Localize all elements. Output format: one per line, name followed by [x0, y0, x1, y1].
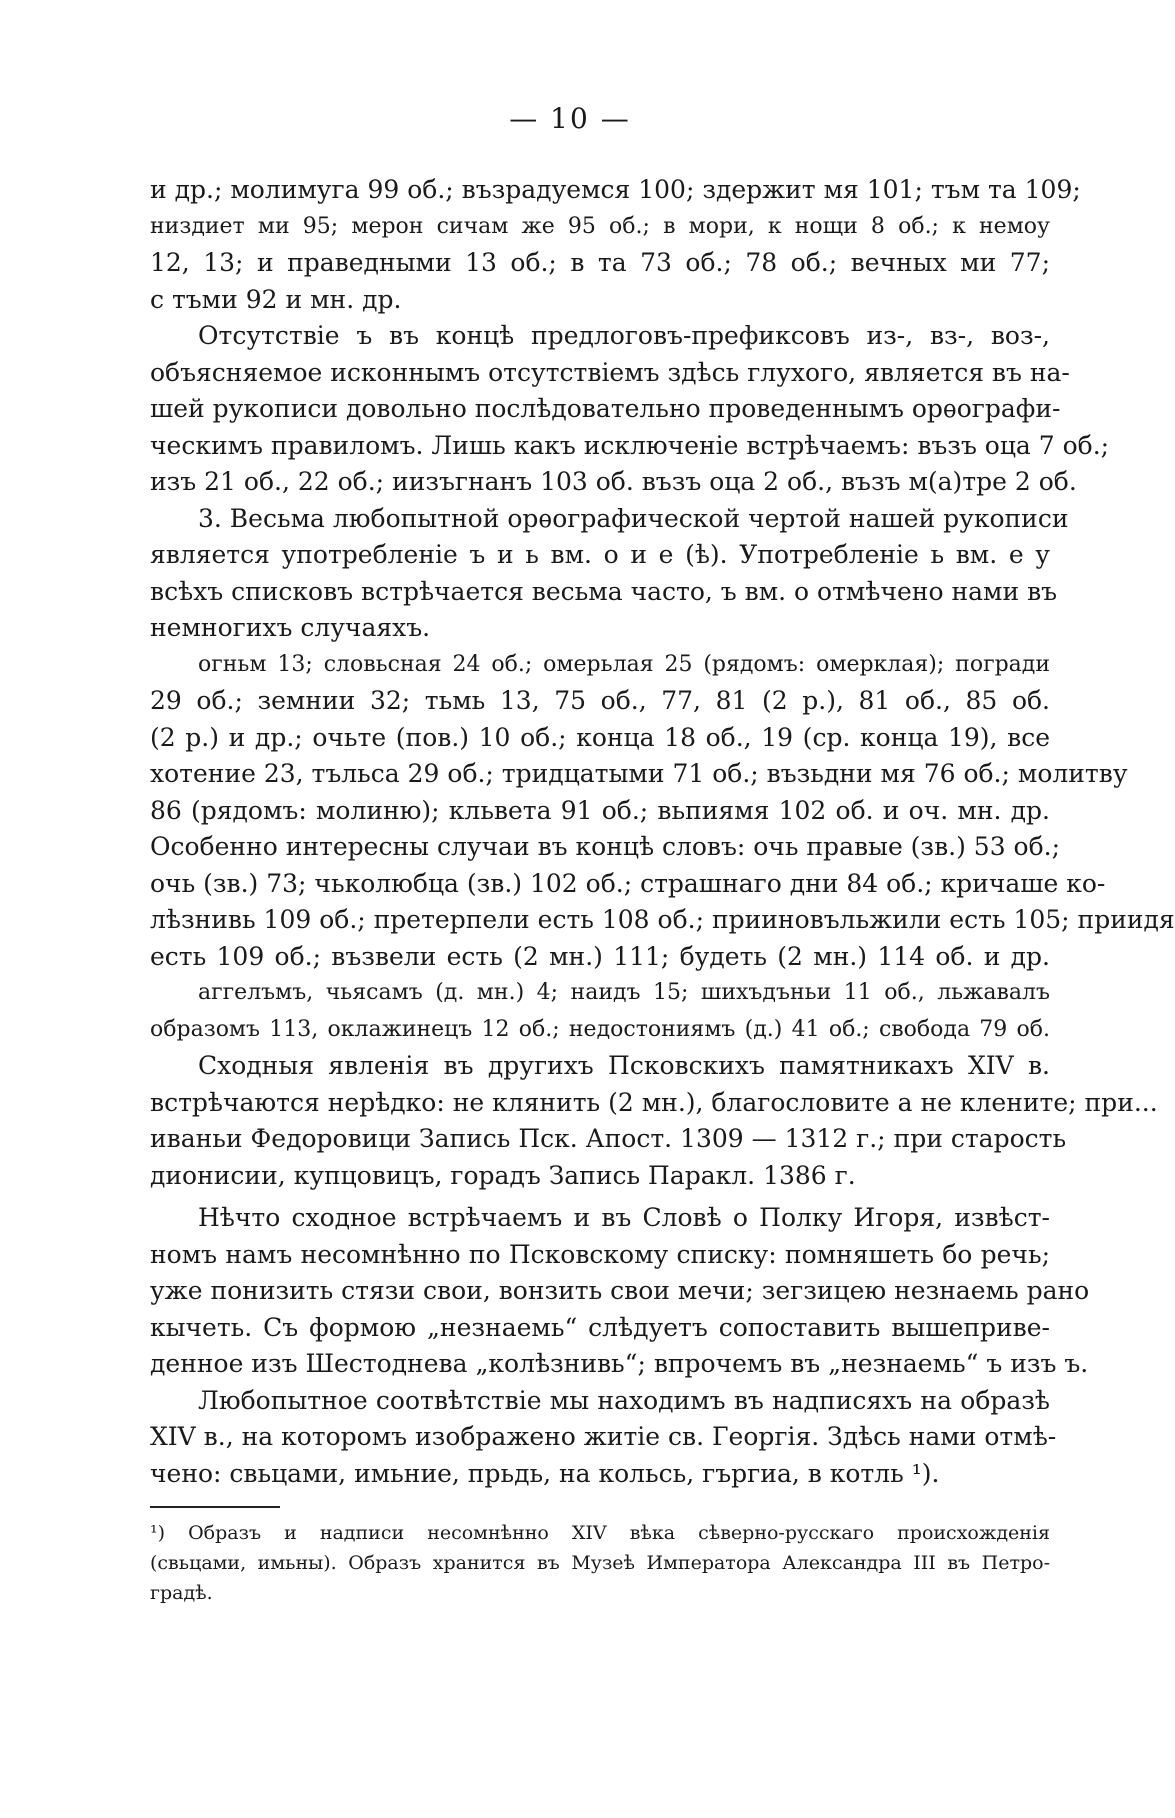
- text-line: огньм 13; словьсная 24 об.; омерьлая 25 (рядомъ: омерклая); погради: [198, 651, 1050, 677]
- text-line: встрѣчаются нерѣдко: не клянить (2 мн.), благословите а не клените; при...: [150, 1087, 1158, 1117]
- text-line: уже понизить стязи свои, вонзить свои мечи; зегзицею незнаемь рано: [150, 1276, 1090, 1305]
- text-line: Нѣчто сходное встрѣчаемъ и въ Словѣ о Полку Игоря, извѣст-: [198, 1203, 1050, 1232]
- text-line: объясняемое исконнымъ отсутствіемъ здѣсь глухого, является въ на-: [150, 357, 1070, 387]
- text-line: чено: свьцами, имьние, прьдь, на кольсь, гъргиа, в котль ¹).: [150, 1458, 940, 1488]
- text-line: денное изъ Шестоднева „колѣзнивь“; впрочемъ въ „незнаемь“ ъ изъ ъ.: [150, 1349, 1089, 1378]
- text-line: Сходныя явленія въ другихъ Псковскихъ памятникахъ XIV в.: [198, 1051, 1050, 1080]
- text-line: аггелъмъ, чьясамъ (д. мн.) 4; наидъ 15; шихъдъньи 11 об., льжавалъ: [198, 980, 1050, 1005]
- text-line: 29 об.; земнии 32; тьмь 13, 75 об., 77, 81 (2 р.), 81 об., 85 об.: [150, 686, 1050, 715]
- text-line: всѣхъ списковъ встрѣчается весьма часто, ъ вм. о отмѣчено нами въ: [150, 576, 1058, 606]
- text-line: Особенно интересны случаи въ концѣ словъ: очь правые (зв.) 53 об.;: [150, 832, 1061, 861]
- text-line: номъ намъ несомнѣнно по Псковскому списку: помняшеть бо речь;: [150, 1239, 1050, 1269]
- text-line: хотение 23, тъльса 29 об.; тридцатыми 71 об.; възьдни мя 76 об.; молитву: [150, 759, 1128, 788]
- page-number: — 10 —: [509, 102, 631, 135]
- text-line: низдиет ми 95; мерон сичам же 95 об.; в мори, к нощи 8 об.; к немоу: [150, 213, 1050, 239]
- text-line: ческимъ правиломъ. Лишь какъ исключеніе встрѣчаемъ: възъ оца 7 об.;: [150, 430, 1110, 460]
- text-line: есть 109 об.; възвели есть (2 мн.) 111; будеть (2 мн.) 114 об. и др.: [150, 941, 1050, 971]
- text-line: XIV в., на которомъ изображено житіе св. Георгія. Здѣсь нами отмѣ-: [150, 1422, 1057, 1451]
- body-lines: [150, 172, 1175, 1492]
- text-line: (2 р.) и др.; очьте (пов.) 10 об.; конца 18 об., 19 (ср. конца 19), все: [150, 722, 1050, 752]
- text-line: Любопытное соотвѣтствіе мы находимъ въ надписяхъ на образѣ: [198, 1385, 1050, 1415]
- text-line: шей рукописи довольно послѣдовательно проведеннымъ орѳографи-: [150, 394, 1061, 423]
- text-line: Отсутствіе ъ въ концѣ предлоговъ-префиксовъ из-, вз-, воз-,: [198, 321, 1050, 350]
- text-line: очь (зв.) 73; чьколюбца (зв.) 102 об.; страшнаго дни 84 об.; кричаше ко-: [150, 868, 1106, 898]
- text-line: дионисии, купцовицъ, горадъ Запись Паракл. 1386 г.: [150, 1160, 856, 1190]
- text-line: кычеть. Съ формою „незнаемь“ слѣдуетъ сопоставить вышеприве-: [150, 1312, 1050, 1342]
- footnote-line: (свьцами, имьны). Образъ хранится въ Музеѣ Императора Александра III въ Петро-: [150, 1552, 1050, 1574]
- body-text: [150, 172, 1175, 1608]
- text-line: немногихъ случаяхъ.: [150, 613, 431, 642]
- text-line: и др.; молимуга 99 об.; възрадуемся 100; здержит мя 101; тъм та 109;: [150, 175, 1081, 204]
- footnote-line: градѣ.: [150, 1582, 213, 1604]
- text-line: иваньи Федоровици Запись Пск. Апост. 1309 — 1312 г.; при старость: [150, 1124, 1067, 1153]
- text-line: является употребленіе ъ и ь вм. о и е (ѣ). Употребленіе ь вм. е у: [150, 540, 1050, 569]
- text-line: изъ 21 об., 22 об.; иизъгнанъ 103 об. възъ оца 2 об., възъ м(а)тре 2 об.: [150, 467, 1077, 496]
- text-line: образомъ 113, оклажинецъ 12 об.; недостониямъ (д.) 41 об.; свобода 79 об.: [150, 1016, 1050, 1042]
- text-line: лѣзнивь 109 об.; претерпели есть 108 об.; прииновъльжили есть 105; приидя: [150, 905, 1175, 934]
- footnote-line: ¹) Образъ и надписи несомнѣнно XIV вѣка сѣверно-русскаго происхожденія: [150, 1522, 1050, 1544]
- footnote-rule: [150, 1506, 280, 1508]
- text-line: с тъми 92 и мн. др.: [150, 284, 402, 314]
- text-line: 3. Весьма любопытной орѳографической чертой нашей рукописи: [198, 503, 1069, 533]
- text-line: 12, 13; и праведными 13 об.; в та 73 об.; 78 об.; вечных ми 77;: [150, 248, 1050, 277]
- footnote: [150, 1518, 1050, 1608]
- text-line: 86 (рядомъ: молиню); кльвета 91 об.; вьпиямя 102 об. и оч. мн. др.: [150, 795, 1050, 825]
